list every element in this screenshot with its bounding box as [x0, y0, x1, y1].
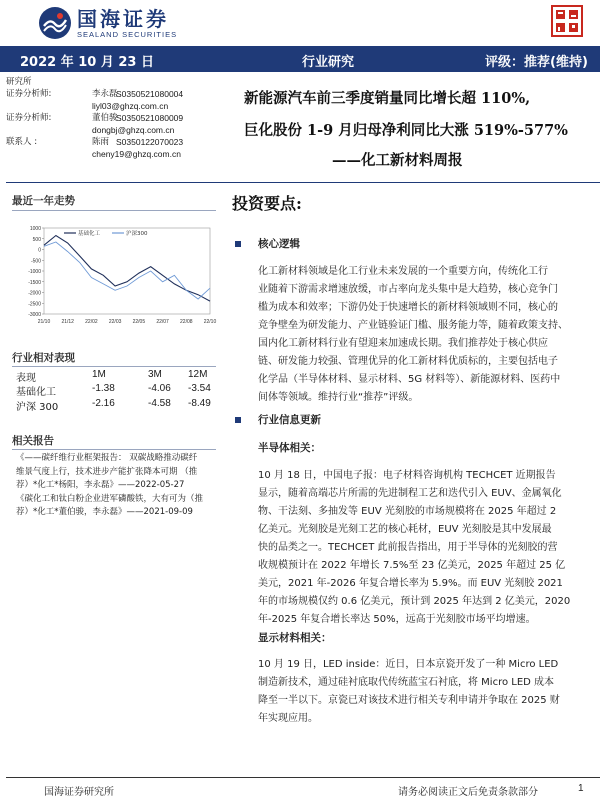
paragraph-line: 化工新材料领域是化工行业未来发展的一个重要方向，传统化工行	[258, 266, 548, 277]
analyst-name: 董伯骏	[92, 113, 118, 123]
trend-chart	[12, 220, 218, 332]
contact-email-row	[6, 148, 236, 160]
investment-highlights-heading: 投资要点:	[232, 194, 302, 213]
paragraph-line: 国内化工新材料行业有望迎来加速成长期。我们推荐处于核心供应	[258, 338, 548, 349]
paragraph-line: 收规模预计在 2022 年增长 7.5%至 23 亿美元，2025 年超过 25 亿	[258, 560, 566, 571]
y-tick-label: 500	[32, 236, 41, 243]
related-line: 维景气度上行，技术进步产能扩张降本可期 （推	[16, 466, 198, 477]
performance-header-row	[16, 369, 216, 383]
institute-label: 研究所	[6, 77, 32, 87]
paragraph-line: 10 月 18 日，中国电子报：电子材料咨询机构 TECHCET 近期报告	[258, 470, 556, 481]
report-title-line-2: 巨化股份 1-9 月归母净利同比大涨 519%-577%	[244, 122, 568, 139]
report-date: 2022 年 10 月 23 日	[20, 55, 154, 70]
paragraph-line: 间体等领域。维持行业“推荐”评级。	[258, 392, 419, 403]
y-tick-label: -2000	[28, 290, 41, 297]
paragraph-line: 年的市场规模仅约 0.6 亿美元，预计到 2025 年达到 2 亿美元，2020	[258, 596, 571, 607]
perf-cell: -1.38	[92, 383, 115, 394]
y-tick-label: 1000	[29, 226, 41, 232]
trend-heading: 最近一年走势	[12, 195, 75, 207]
contact-cert: S0350122070023	[116, 137, 184, 147]
analyst-email[interactable]: dongbj@ghzq.com.cn	[92, 125, 175, 135]
perf-header-12m: 12M	[188, 369, 208, 380]
x-tick-label: 22/03	[108, 319, 122, 325]
perf-cell: 沪深 300	[16, 402, 59, 413]
analyst-row-1	[6, 88, 236, 100]
analyst-email-row-2	[6, 124, 236, 136]
report-title-line-3: ——化工新材料周报	[332, 152, 463, 169]
paragraph-line: 制造新技术，通过硅衬底取代传统蓝宝石衬底，将 Micro LED 成本	[258, 677, 555, 688]
legend-label-1: 沪深300	[126, 231, 148, 237]
report-title-line-1: 新能源汽车前三季度销量同比增长超 110%,	[244, 90, 531, 107]
industry-news-heading: 行业信息更新	[258, 414, 321, 426]
related-heading-rule	[12, 449, 216, 450]
contact-row	[6, 136, 236, 148]
analyst-email[interactable]: liyl03@ghzq.com.cn	[92, 101, 169, 111]
analyst-label: 证券分析师:	[6, 113, 52, 123]
paragraph-line: 快的品类之一。TECHCET 此前报告指出，用于半导体的光刻胶的营	[258, 542, 558, 553]
x-tick-label: 21/10	[37, 319, 51, 325]
analyst-email-row-1	[6, 100, 236, 112]
analyst-cert: S0350521080004	[116, 89, 184, 99]
y-tick-label: -3000	[28, 312, 41, 318]
brand-name-cn: 国海证券	[77, 6, 169, 31]
core-logic-heading: 核心逻辑	[258, 238, 300, 250]
paragraph-line: 槛为成本和效率；下游仍处于快速增长的新材料领域则不同，核心的	[258, 302, 558, 313]
core-logic-paragraph	[258, 263, 574, 407]
footer-institute: 国海证券研究所	[44, 787, 114, 798]
y-tick-label: -1500	[28, 279, 41, 286]
perf-cell: -2.16	[92, 398, 115, 409]
paragraph-line: 物、干法刻、多抽发等 EUV 光刻胶的市场规模将在 2025 年超过 2	[258, 506, 557, 517]
page-number: 1	[578, 783, 584, 794]
paragraph-line: 化学品（半导体材料、显示材料、5G 材料等）、新能源材料、医药中	[258, 374, 561, 385]
header-divider	[6, 182, 600, 183]
series-line-1	[44, 242, 210, 299]
bullet-square-icon	[235, 417, 241, 423]
paragraph-line: 年实现应用。	[258, 713, 318, 724]
x-tick-label: 22/02	[85, 319, 98, 325]
display-materials-heading: 显示材料相关：	[258, 632, 332, 644]
paragraph-line: 链、研发能力较强、管理优异的化工新材料优质标的，主要包括电子	[258, 356, 558, 367]
paragraph-line: 竞争壁垒为研发能力、产业链验证门槛、服务能力等，随着政策支持、	[258, 320, 568, 331]
related-line: 《碳化工和钛白粉企业进军磷酸铁，大有可为（推	[16, 493, 204, 504]
related-reports[interactable]	[16, 452, 212, 520]
report-banner	[0, 46, 600, 72]
related-line: 荐）*化工*董伯骏，李永磊》——2021-09-09	[16, 507, 193, 517]
series-line-0	[44, 236, 210, 302]
paragraph-line: 美元，2021 年-2026 年复合增长率为 5.9%。而 EUV 光刻胶 2021	[258, 578, 563, 589]
contact-email[interactable]: cheny19@ghzq.com.cn	[92, 149, 181, 159]
semiconductor-heading: 半导体相关：	[258, 442, 321, 454]
perf-cell: -8.49	[188, 398, 211, 409]
perf-header-label: 表现	[16, 373, 36, 384]
report-category: 行业研究	[302, 55, 355, 70]
paragraph-line: 业随着下游需求增速放缓，市占率向龙头集中是大趋势，核心竞争门	[258, 284, 558, 295]
trend-heading-rule	[12, 210, 216, 211]
x-tick-label: 22/07	[156, 319, 169, 325]
sealand-logo-icon	[38, 6, 72, 40]
perf-cell: -3.54	[188, 383, 211, 394]
legend-label-0: 基础化工	[78, 231, 101, 237]
y-tick-label: -500	[30, 258, 41, 265]
report-rating: 评级：推荐(维持)	[485, 55, 588, 70]
paragraph-line: 显示，随着高端芯片所需的先进制程工艺和迭代引入 EUV、金属氧化	[258, 488, 562, 499]
perf-header-3m: 3M	[148, 369, 162, 380]
analyst-cert: S0350521080009	[116, 113, 184, 123]
perf-header-1m: 1M	[92, 369, 106, 380]
analyst-row-2	[6, 112, 236, 124]
paragraph-line: 10 月 19 日，LED inside：近日，日本京瓷开发了一种 Micro LED	[258, 659, 559, 670]
x-tick-label: 22/10	[203, 319, 217, 325]
analyst-label: 证券分析师:	[6, 89, 52, 99]
brand-name-en: SEALAND SECURITIES	[77, 29, 178, 39]
related-line: 《——碳纤维行业框架报告： 双碳战略推动碳纤	[16, 453, 198, 463]
table-row	[16, 398, 216, 412]
y-tick-label: 0	[38, 247, 41, 254]
paragraph-line: 亿美元。光刻胶是光刻工艺的核心耗材，EUV 光刻胶是其中发展最	[258, 524, 552, 535]
semiconductor-paragraph	[258, 467, 574, 629]
perf-cell: 基础化工	[16, 387, 56, 398]
table-row	[16, 383, 216, 397]
contact-name: 陈雨	[92, 137, 110, 147]
related-heading: 相关报告	[12, 435, 54, 447]
performance-heading-rule	[12, 366, 216, 367]
x-tick-label: 22/08	[180, 319, 193, 325]
footer-divider	[6, 777, 600, 778]
bullet-square-icon	[235, 241, 241, 247]
y-tick-label: -2500	[28, 301, 41, 308]
red-seal-stamp-icon	[550, 4, 584, 38]
paragraph-line: 降至一半以下。京瓷已对该技术进行相关专利申请并争取在 2025 财	[258, 695, 560, 706]
contact-label: 联系人 :	[6, 137, 38, 147]
display-materials-paragraph	[258, 656, 574, 728]
footer-disclaimer[interactable]: 请务必阅读正文后免责条款部分	[398, 787, 538, 798]
analyst-name: 李永磊	[92, 89, 118, 99]
y-tick-label: -1000	[28, 269, 41, 275]
brand-logo	[38, 6, 177, 40]
performance-heading: 行业相对表现	[12, 352, 75, 364]
perf-cell: -4.06	[148, 383, 171, 394]
x-tick-label: 21/12	[61, 319, 74, 325]
paragraph-line: 年-2025 年复合增长率达 50%，远高于光刻胶市场平均增速。	[258, 614, 536, 625]
chart-plot-frame	[44, 228, 210, 314]
x-tick-label: 22/05	[132, 319, 146, 325]
perf-cell: -4.58	[148, 398, 171, 409]
related-line: 荐）*化工*杨阳，李永磊》——2022-05-27	[16, 480, 185, 490]
